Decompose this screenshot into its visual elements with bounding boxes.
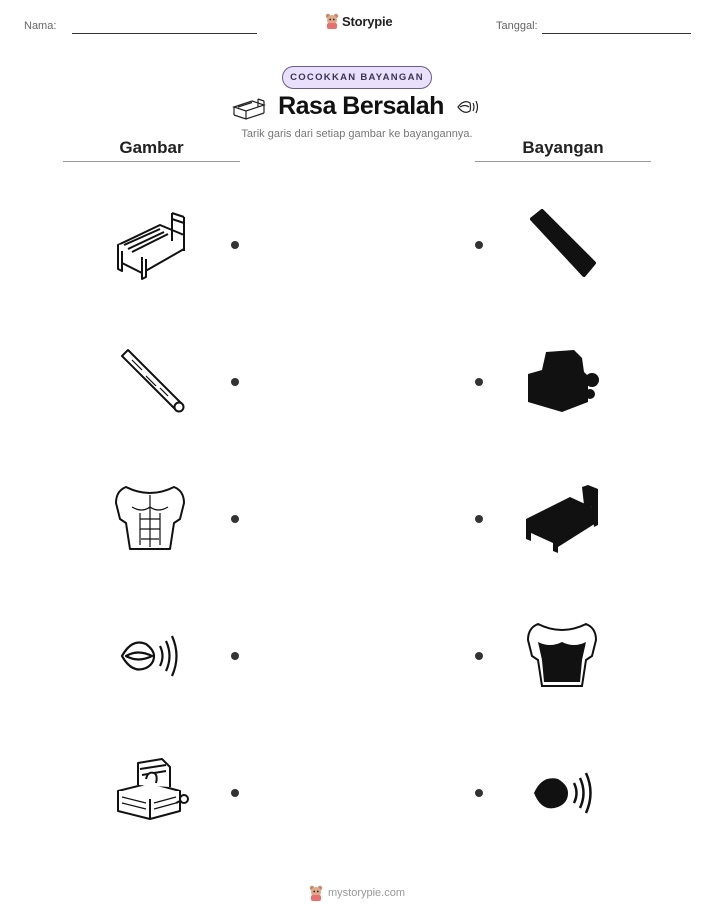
music-box-picture[interactable]: [110, 753, 190, 833]
bed-shadow[interactable]: [522, 479, 602, 559]
bear-mascot-icon: [325, 13, 339, 29]
column-heading-left: Gambar: [119, 138, 184, 157]
wooden-stick-picture[interactable]: [110, 342, 190, 422]
speaking-mouth-icon: [456, 97, 482, 117]
date-label: Tanggal:: [496, 20, 538, 32]
stick-shadow[interactable]: [522, 205, 602, 285]
brand-name: Storypie: [342, 13, 393, 29]
bear-mascot-icon: [309, 885, 323, 901]
torso-shadow[interactable]: [522, 616, 602, 696]
column-heading-right: Bayangan: [522, 138, 604, 157]
mouth-shadow[interactable]: [522, 753, 602, 833]
title-row: [0, 92, 714, 121]
music-box-shadow[interactable]: [522, 342, 602, 422]
bed-icon: [232, 93, 266, 121]
column-divider-right: [475, 161, 651, 162]
match-dot-left-2[interactable]: [231, 378, 239, 386]
date-field-line[interactable]: [542, 33, 691, 34]
match-dot-left-4[interactable]: [231, 652, 239, 660]
instructions: Tarik garis dari setiap gambar ke bayangannya.: [241, 128, 473, 140]
match-dot-left-5[interactable]: [231, 789, 239, 797]
match-dot-left-3[interactable]: [231, 515, 239, 523]
page-title: Rasa Bersalah: [278, 92, 444, 120]
match-dot-left-1[interactable]: [231, 241, 239, 249]
footer-url[interactable]: mystorypie.com: [327, 887, 406, 899]
column-divider-left: [63, 161, 240, 162]
footer: [0, 885, 714, 901]
match-dot-right-5[interactable]: [475, 789, 483, 797]
bed-picture[interactable]: [110, 205, 190, 285]
match-dot-right-2[interactable]: [475, 378, 483, 386]
brand-logo: [325, 13, 392, 29]
muscular-torso-picture[interactable]: [110, 479, 190, 559]
name-field-line[interactable]: [72, 33, 257, 34]
match-dot-right-1[interactable]: [475, 241, 483, 249]
match-dot-right-3[interactable]: [475, 515, 483, 523]
speaking-mouth-picture[interactable]: [110, 616, 190, 696]
match-dot-right-4[interactable]: [475, 652, 483, 660]
name-label: Nama:: [24, 20, 57, 32]
activity-badge: COCOKKAN BAYANGAN: [282, 66, 432, 89]
